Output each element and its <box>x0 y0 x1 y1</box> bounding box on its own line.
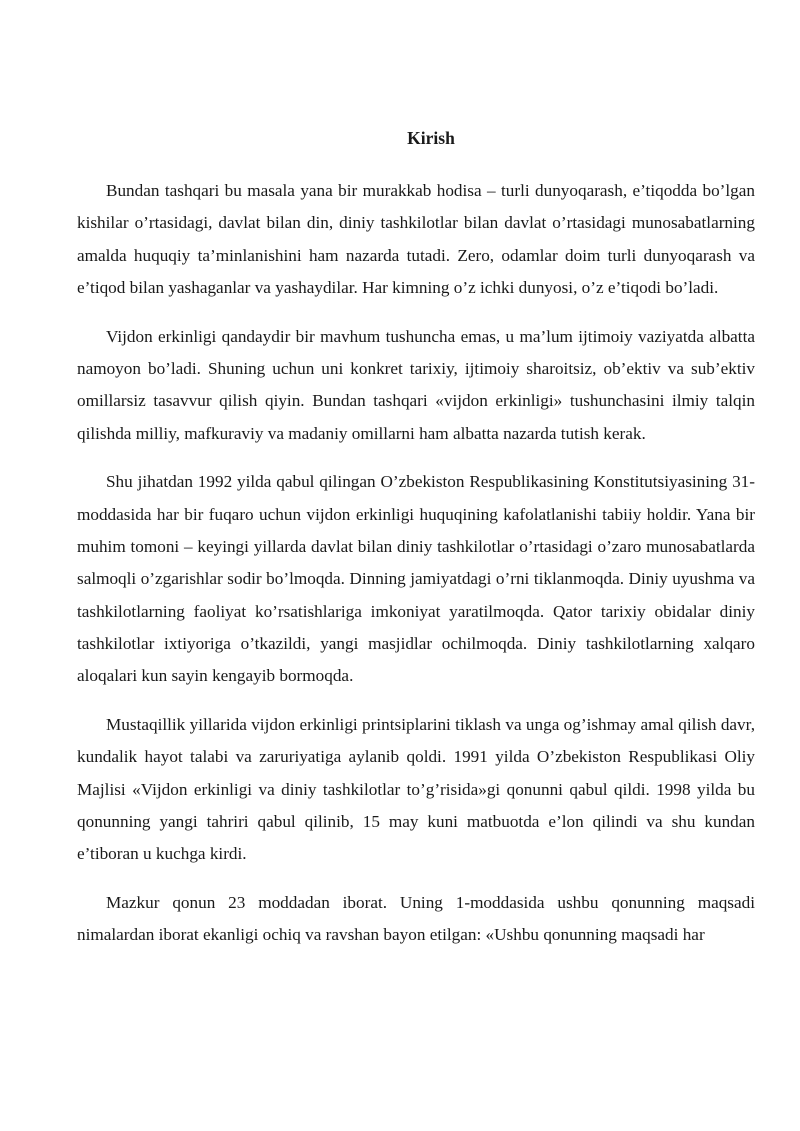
paragraph: Vijdon erkinligi qandaydir bir mavhum tushuncha emas, u ma’lum ijtimoiy vaziyatda albatta namoyon bo’ladi. Shuning uchun uni konkret tarixiy, ijtimoiy sharoitsiz, ob’ektiv va sub’ektiv omillarsiz tasavvur qilish qiyin. Bundan tashqari «vijdon erkinligi» tushunchasini ilmiy talqin qilishda milliy, mafkuraviy va madaniy omillarni ham albatta nazarda tutish kerak. <box>77 326 755 443</box>
paragraph: Bundan tashqari bu masala yana bir murakkab hodisa – turli dunyoqarash, e’tiqodda bo’lgan kishilar o’rtasidagi, davlat bilan din, diniy tashkilotlar bilan davlat o’rtasidagi munosabatlarning amalda huquqiy ta’minlanishini ham nazarda tutadi. Zero, odamlar doim turli dunyoqarash va e’tiqod bilan yashaganlar va yashaydilar. Har kimning o’z ichki dunyosi, o’z e’tiqodi bo’ladi. <box>77 181 755 297</box>
paragraph: Shu jihatdan 1992 yilda qabul qilingan O’zbekiston Respublikasining Konstitutsiyasining 31-moddasida har bir fuqaro uchun vijdon erkinligi huquqining kafolatlanishi tabiiy holdir. Yana bir muhim tomoni – keyingi yillarda davlat bilan diniy tashkilotlar o’rtasidagi o’zaro munosabatlarda salmoqli o’zgarishlar sodir bo’lmoqda. Dinning jamiyatdagi o’rni tiklanmoqda. Diniy uyushma va tashkilotlarning faoliyat ko’rsatishlariga imkoniyat yaratilmoqda. Qator tarixiy obidalar diniy tashkilotlar ixtiyoriga o’tkazildi, yangi masjidlar ochilmoqda. Diniy tashkilotlarning xalqaro aloqalari kun sayin kengayib bormoqda. <box>77 472 755 686</box>
page-title: Kirish <box>407 128 455 148</box>
document-body <box>77 175 755 968</box>
paragraph: Mustaqillik yillarida vijdon erkinligi printsiplarini tiklash va unga og’ishmay amal qilish davr, kundalik hayot talabi va zaruriyatiga aylanib qoldi. 1991 yilda O’zbekiston Respublikasi Oliy Majlisi «Vijdon erkinligi va diniy tashkilotlar to’g’risida»gi qonunni qabul qildi. 1998 yilda bu qonunning yangi tahriri qabul qilinib, 15 may kuni matbuotda e’lon qilindi va shu kundan e’tiboran u kuchga kirdi. <box>77 714 755 864</box>
paragraph: Mazkur qonun 23 moddadan iborat. Uning 1-moddasida ushbu qonunning maqsadi nimalardan iborat ekanligi ochiq va ravshan bayon etilgan: «Ushbu qonunning maqsadi har <box>77 892 755 945</box>
